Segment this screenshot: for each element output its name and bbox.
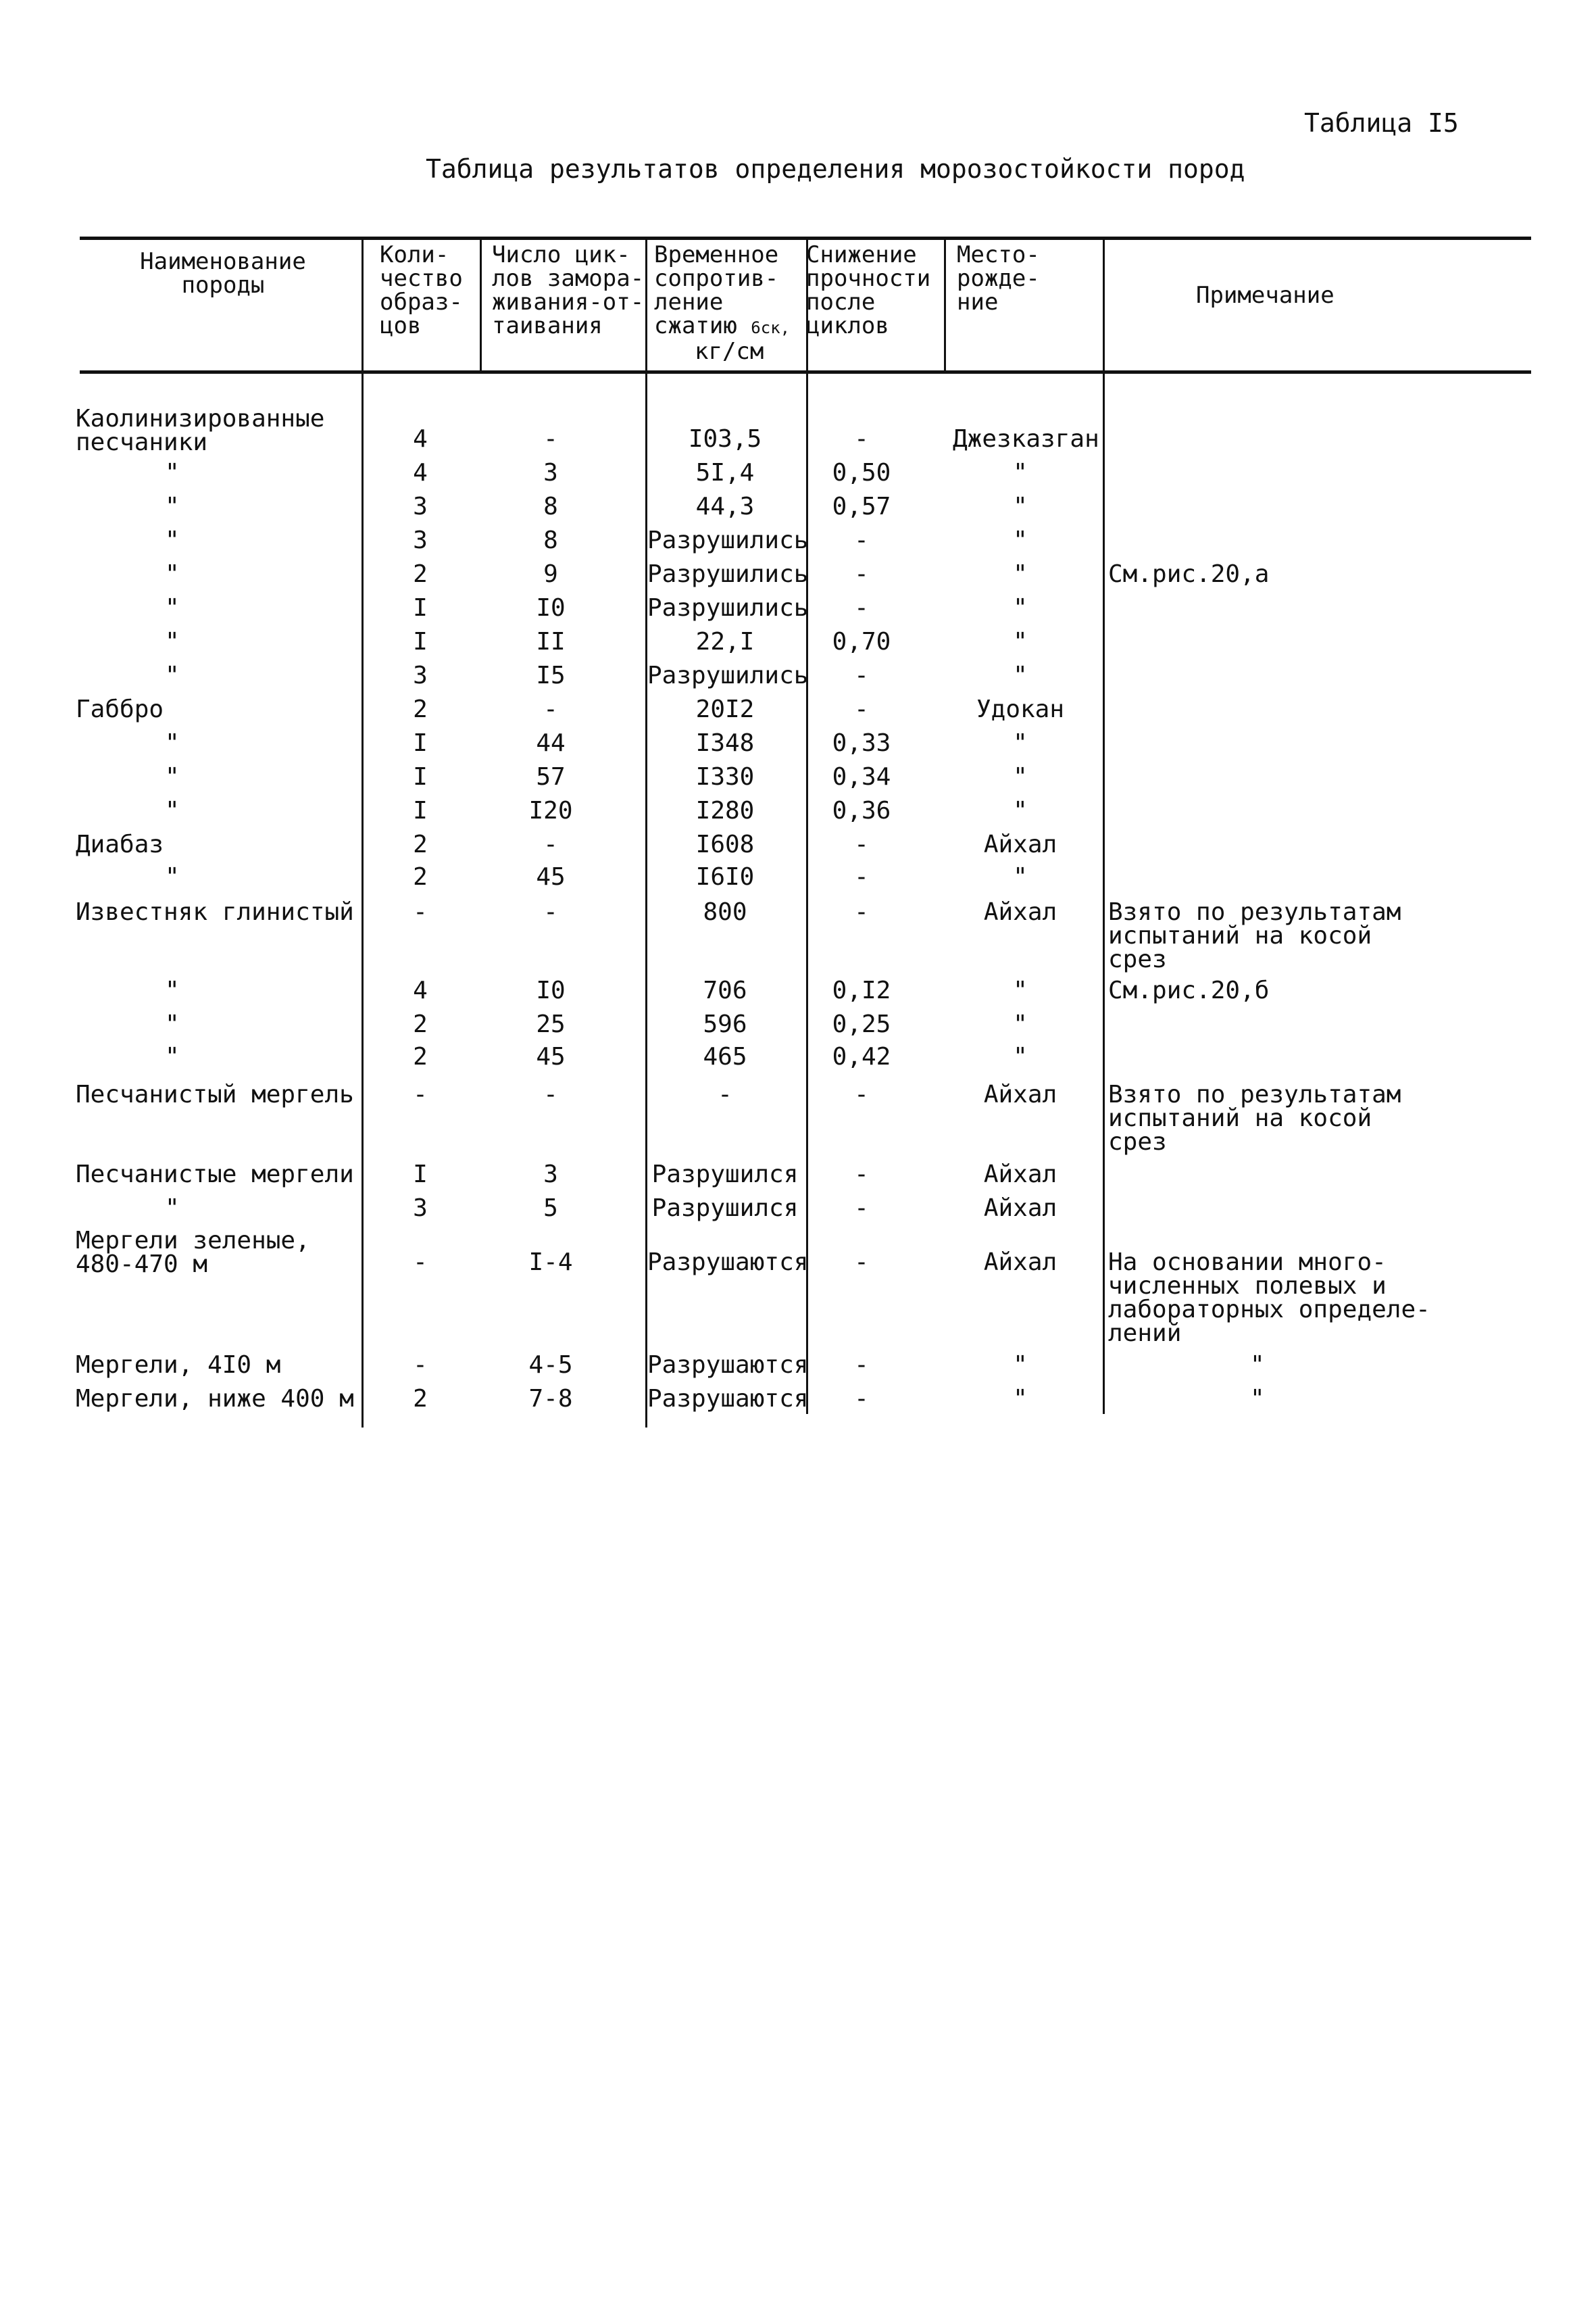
cell-name: " — [165, 1010, 180, 1038]
cell-reduction: 0,I2 — [832, 977, 891, 1004]
cell-strength: 465 — [703, 1043, 747, 1071]
cell-deposit: Айхал — [983, 1248, 1057, 1276]
cell-reduction: - — [854, 863, 869, 891]
cell-deposit: Айхал — [983, 898, 1057, 926]
cell-deposit: " — [1013, 1351, 1028, 1379]
table-row — [0, 1081, 1596, 1156]
cell-name: Песчанистый мергель — [76, 1081, 354, 1108]
cell-cycles: - — [543, 1081, 558, 1108]
cell-strength: Разрушились — [647, 594, 809, 622]
cell-deposit: " — [1013, 1043, 1028, 1071]
cell-note: На основании много- численных полевых и лабораторных определе- лений — [1108, 1248, 1430, 1347]
cell-name: " — [165, 527, 180, 554]
cell-cycles: 25 — [536, 1010, 566, 1038]
cell-strength: Разрушились — [647, 662, 809, 689]
cell-deposit: " — [1013, 1010, 1028, 1038]
cell-count: 3 — [413, 493, 428, 520]
cell-name: " — [165, 763, 180, 791]
table-number: Таблица I5 — [1304, 108, 1459, 138]
table-row — [0, 1353, 1596, 1383]
cell-name: Диабаз — [76, 831, 164, 858]
cell-cycles: - — [543, 831, 558, 858]
cell-reduction: 0,50 — [832, 459, 891, 487]
cell-strength: Разрушился — [651, 1161, 799, 1188]
table-row — [0, 865, 1596, 895]
cell-strength: 596 — [703, 1010, 747, 1038]
cell-cycles: 57 — [536, 763, 566, 791]
cell-name: Габбро — [76, 696, 164, 723]
cell-cycles: I20 — [528, 797, 573, 825]
cell-count: 2 — [413, 560, 428, 588]
cell-count: 3 — [413, 1194, 428, 1222]
table-row — [0, 461, 1596, 491]
cell-deposit: " — [1013, 493, 1028, 520]
cell-strength: 706 — [703, 977, 747, 1004]
cell-strength: I348 — [695, 729, 755, 757]
cell-cycles: 45 — [536, 863, 566, 891]
table-row — [0, 405, 1596, 457]
table-row — [0, 1010, 1596, 1042]
header-strength-text: Временное сопротив- ление сжатию — [654, 241, 779, 339]
cell-cycles: 7-8 — [528, 1385, 573, 1413]
cell-count: 3 — [413, 527, 428, 554]
cell-deposit: Айхал — [983, 1161, 1057, 1188]
cell-deposit: " — [1013, 459, 1028, 487]
cell-deposit: " — [1013, 797, 1028, 825]
cell-strength: I280 — [695, 797, 755, 825]
cell-strength: Разрушаются — [647, 1351, 809, 1379]
cell-count: 2 — [413, 696, 428, 723]
cell-strength: Разрушились — [647, 527, 809, 554]
header-strength-unit: кг/см — [695, 338, 764, 365]
cell-name: Каолинизированные песчаники — [76, 405, 325, 456]
cell-cycles: I-4 — [528, 1248, 573, 1276]
cell-name: Песчанистые мергели — [76, 1161, 354, 1188]
cell-count: I — [413, 1161, 428, 1188]
cell-reduction: 0,33 — [832, 729, 891, 757]
cell-strength: Разрушился — [651, 1194, 799, 1222]
cell-cycles: - — [543, 696, 558, 723]
table-row — [0, 562, 1596, 592]
cell-note: См.рис.20,б — [1108, 977, 1270, 1004]
header-strength-symbol: 6ск, — [751, 318, 791, 337]
cell-reduction: 0,57 — [832, 493, 891, 520]
page-title: Таблица результатов определения морозостойкости пород — [426, 154, 1245, 184]
cell-count: 2 — [413, 1010, 428, 1038]
table-row — [0, 1196, 1596, 1226]
header-cycles: Число цик- лов замора- живания-от- таивания — [492, 241, 645, 339]
cell-reduction: - — [854, 898, 869, 926]
cell-name: " — [165, 1194, 180, 1222]
cell-reduction: - — [854, 1161, 869, 1188]
cell-name: " — [165, 977, 180, 1004]
cell-name: " — [165, 797, 180, 825]
cell-count: I — [413, 763, 428, 791]
header-deposit: Место- рожде- ние — [957, 241, 1040, 316]
cell-strength: 44,3 — [695, 493, 755, 520]
cell-count: 2 — [413, 1385, 428, 1413]
cell-deposit: " — [1013, 628, 1028, 656]
cell-count: 2 — [413, 863, 428, 891]
cell-count: 4 — [413, 977, 428, 1004]
table-row — [0, 1045, 1596, 1075]
cell-deposit: " — [1013, 1385, 1028, 1413]
cell-deposit: " — [1013, 594, 1028, 622]
cell-reduction: - — [854, 1385, 869, 1413]
cell-cycles: - — [543, 425, 558, 453]
cell-reduction: - — [854, 1081, 869, 1108]
cell-count: - — [413, 1081, 428, 1108]
cell-strength: 20I2 — [695, 696, 755, 723]
cell-reduction: - — [854, 1248, 869, 1276]
cell-count: - — [413, 898, 428, 926]
table-row — [0, 495, 1596, 525]
cell-cycles: II — [536, 628, 566, 656]
cell-cycles: I5 — [536, 662, 566, 689]
cell-reduction: 0,34 — [832, 763, 891, 791]
header-count: Коли- чество образ- цов — [380, 241, 463, 339]
table-header-rule — [80, 370, 1531, 374]
table-row — [0, 664, 1596, 693]
cell-strength: 22,I — [695, 628, 755, 656]
cell-count: 2 — [413, 1043, 428, 1071]
cell-reduction: - — [854, 696, 869, 723]
cell-name: " — [165, 729, 180, 757]
cell-name: " — [165, 459, 180, 487]
cell-cycles: 3 — [543, 1161, 558, 1188]
cell-name: " — [165, 863, 180, 891]
table-row — [0, 799, 1596, 829]
cell-strength: 5I,4 — [695, 459, 755, 487]
cell-name: " — [165, 628, 180, 656]
table-row — [0, 596, 1596, 626]
cell-reduction: 0,42 — [832, 1043, 891, 1071]
cell-deposit: " — [1013, 527, 1028, 554]
column-divider — [480, 238, 482, 372]
column-divider — [944, 238, 946, 372]
cell-strength: I330 — [695, 763, 755, 791]
cell-deposit: Айхал — [983, 1081, 1057, 1108]
cell-note: Взято по результатам испытаний на косой срез — [1108, 1081, 1401, 1156]
cell-cycles: 45 — [536, 1043, 566, 1071]
header-strength — [654, 243, 790, 364]
cell-deposit: " — [1013, 560, 1028, 588]
cell-reduction: - — [854, 831, 869, 858]
cell-count: 4 — [413, 459, 428, 487]
cell-note: " — [1250, 1385, 1265, 1413]
cell-deposit: Айхал — [983, 1194, 1057, 1222]
cell-count: 4 — [413, 425, 428, 453]
header-name: Наименование породы — [140, 248, 306, 299]
cell-cycles: 9 — [543, 560, 558, 588]
cell-reduction: - — [854, 527, 869, 554]
cell-name: Известняк глинистый — [76, 898, 354, 926]
header-note: Примечание — [1196, 282, 1335, 309]
table-row — [0, 1227, 1596, 1347]
cell-count: I — [413, 729, 428, 757]
cell-note: См.рис.20,а — [1108, 560, 1270, 588]
cell-reduction: - — [854, 594, 869, 622]
cell-cycles: 44 — [536, 729, 566, 757]
cell-name: " — [165, 1043, 180, 1071]
cell-deposit: Джезказган — [953, 425, 1099, 453]
table-row — [0, 1163, 1596, 1192]
table-row — [0, 698, 1596, 727]
cell-strength: - — [718, 1081, 732, 1108]
cell-deposit: " — [1013, 763, 1028, 791]
cell-reduction: - — [854, 662, 869, 689]
cell-count: 3 — [413, 662, 428, 689]
cell-reduction: - — [854, 425, 869, 453]
cell-strength: I6I0 — [695, 863, 755, 891]
cell-name: Мергели, ниже 400 м — [76, 1385, 354, 1413]
cell-note: " — [1250, 1351, 1265, 1379]
cell-reduction: - — [854, 1194, 869, 1222]
cell-cycles: - — [543, 898, 558, 926]
cell-name: Мергели зеленые, 480-470 м — [76, 1227, 310, 1278]
cell-name: " — [165, 560, 180, 588]
cell-reduction: - — [854, 560, 869, 588]
cell-reduction: 0,25 — [832, 1010, 891, 1038]
cell-cycles: 8 — [543, 527, 558, 554]
table-row — [0, 529, 1596, 558]
cell-reduction: 0,70 — [832, 628, 891, 656]
cell-strength: Разрушаются — [647, 1248, 809, 1276]
cell-name: " — [165, 594, 180, 622]
cell-count: I — [413, 628, 428, 656]
header-reduction: Снижение прочности после циклов — [806, 241, 931, 339]
table-top-rule — [80, 237, 1531, 240]
cell-strength: Разрушаются — [647, 1385, 809, 1413]
cell-count: I — [413, 594, 428, 622]
table-row — [0, 898, 1596, 973]
cell-deposit: " — [1013, 863, 1028, 891]
cell-deposit: Удокан — [976, 696, 1065, 723]
cell-strength: I608 — [695, 831, 755, 858]
cell-count: - — [413, 1248, 428, 1276]
cell-deposit: " — [1013, 977, 1028, 1004]
table-row — [0, 1387, 1596, 1417]
table-row — [0, 979, 1596, 1008]
cell-deposit: Айхал — [983, 831, 1057, 858]
cell-note: Взято по результатам испытаний на косой срез — [1108, 898, 1401, 973]
table-row — [0, 765, 1596, 795]
cell-name: " — [165, 493, 180, 520]
cell-reduction: - — [854, 1351, 869, 1379]
cell-strength: 800 — [703, 898, 747, 926]
cell-strength: Разрушились — [647, 560, 809, 588]
cell-count: - — [413, 1351, 428, 1379]
table-row — [0, 630, 1596, 660]
cell-cycles: I0 — [536, 594, 566, 622]
cell-reduction: 0,36 — [832, 797, 891, 825]
table-row — [0, 731, 1596, 761]
cell-name: " — [165, 662, 180, 689]
cell-cycles: I0 — [536, 977, 566, 1004]
cell-count: I — [413, 797, 428, 825]
cell-deposit: " — [1013, 729, 1028, 757]
cell-deposit: " — [1013, 662, 1028, 689]
cell-cycles: 3 — [543, 459, 558, 487]
cell-cycles: 5 — [543, 1194, 558, 1222]
table-row — [0, 833, 1596, 862]
cell-cycles: 8 — [543, 493, 558, 520]
cell-count: 2 — [413, 831, 428, 858]
cell-strength: I03,5 — [688, 425, 762, 453]
cell-name: Мергели, 4I0 м — [76, 1351, 281, 1379]
cell-cycles: 4-5 — [528, 1351, 573, 1379]
